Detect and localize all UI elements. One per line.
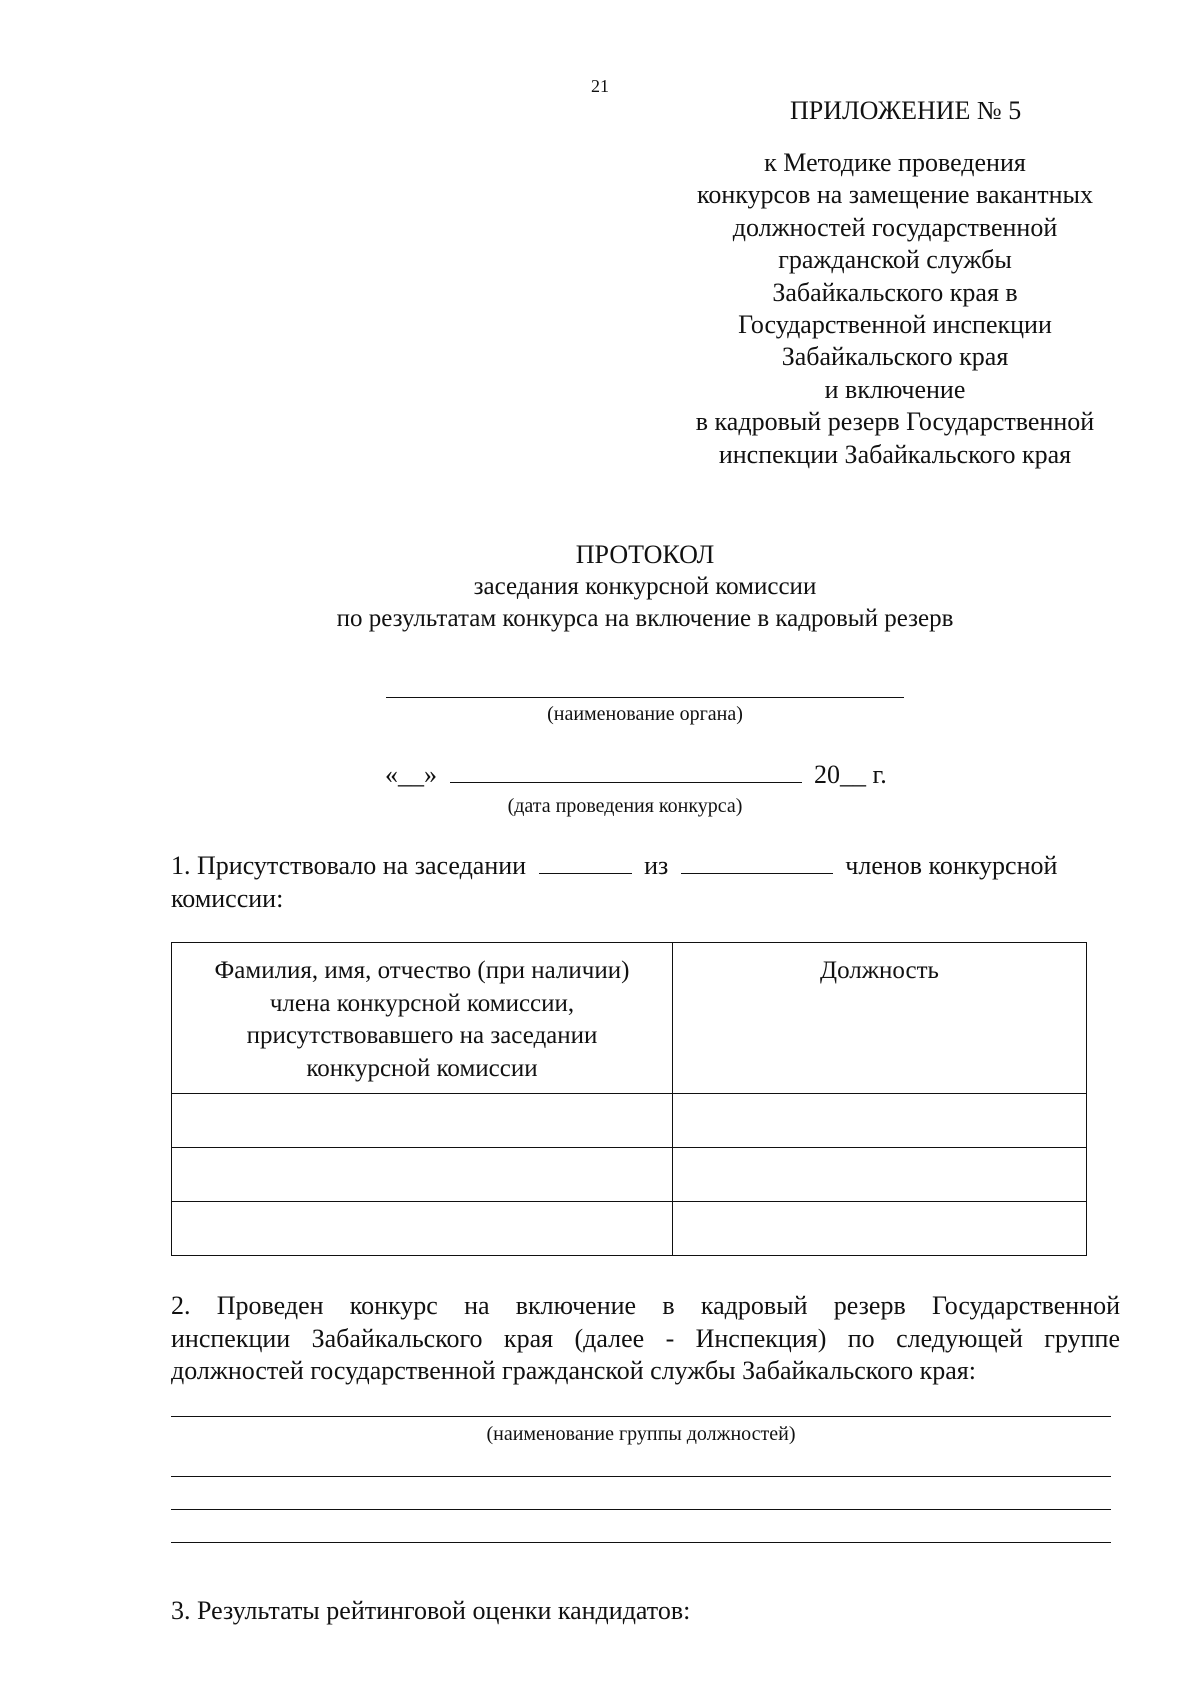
appendix-description <box>660 147 1130 471</box>
protocol-title: ПРОТОКОЛ <box>575 540 715 569</box>
member-name-cell[interactable] <box>172 1148 673 1202</box>
total-members-blank[interactable] <box>681 853 833 874</box>
organ-name-caption: (наименование органа) <box>547 703 743 725</box>
header-name-line: Фамилия, имя, отчество (при наличии) <box>214 957 630 984</box>
appendix-line: к Методике проведения <box>764 148 1026 177</box>
appendix-line: в кадровый резерв Государственной <box>695 407 1095 437</box>
attendance-count-blank[interactable] <box>539 853 632 874</box>
member-name-cell[interactable] <box>172 1094 673 1148</box>
header-name-line: конкурсной комиссии <box>306 1054 538 1082</box>
protocol-subtitle-line-2: по результатам конкурса на включение в кадровый резерв <box>336 605 954 632</box>
date-day-quote: «__» <box>385 760 437 789</box>
section-1-text-a: 1. Присутствовало на заседании <box>171 851 527 880</box>
date-month-blank[interactable] <box>450 760 802 783</box>
appendix-line: должностей государственной <box>732 212 1058 242</box>
appendix-line: инспекции Забайкальского края <box>718 439 1072 469</box>
section-2-line: должностей государственной гражданской службы Забайкальского края: <box>171 1356 976 1385</box>
protocol-subtitle <box>0 571 1200 635</box>
organ-name-blank[interactable] <box>386 697 904 698</box>
section-1-text-c: членов конкурсной <box>845 851 1058 880</box>
appendix-line: конкурсов на замещение вакантных <box>697 180 1093 210</box>
header-name-line: члена конкурсной комиссии, <box>269 989 575 1017</box>
section-1 <box>171 850 1120 915</box>
appendix-line: Забайкальского края в <box>772 277 1018 307</box>
member-position-cell[interactable] <box>673 1094 1087 1148</box>
members-table <box>171 942 1087 1256</box>
position-group-blank-3[interactable] <box>171 1509 1111 1510</box>
member-position-cell[interactable] <box>673 1202 1087 1256</box>
date-year: 20__ г. <box>814 760 887 789</box>
header-member-name <box>172 943 673 1094</box>
table-row <box>172 1148 1087 1202</box>
position-group-caption: (наименование группы должностей) <box>486 1423 796 1445</box>
position-group-blank-2[interactable] <box>171 1476 1111 1477</box>
table-row <box>172 1094 1087 1148</box>
date-caption: (дата проведения конкурса) <box>507 795 743 817</box>
appendix-line: и включение <box>824 374 966 404</box>
appendix-line: Государственной инспекции <box>738 310 1052 340</box>
member-position-cell[interactable] <box>673 1148 1087 1202</box>
appendix-line: Забайкальского края <box>781 342 1009 372</box>
section-1-text-d: комиссии: <box>171 883 284 913</box>
section-2 <box>171 1290 1120 1388</box>
date-row <box>385 760 887 790</box>
position-group-blank-4[interactable] <box>171 1542 1111 1543</box>
table-header-row <box>172 943 1087 1094</box>
appendix-title: ПРИЛОЖЕНИЕ № 5 <box>790 96 1022 125</box>
appendix-line: гражданской службы <box>778 245 1012 275</box>
section-3: 3. Результаты рейтинговой оценки кандидатов: <box>171 1596 691 1625</box>
table-row <box>172 1202 1087 1256</box>
position-group-blank[interactable] <box>171 1416 1111 1417</box>
member-name-cell[interactable] <box>172 1202 673 1256</box>
header-name-line: присутствовавшего на заседании <box>246 1022 598 1049</box>
section-2-line: инспекции Забайкальского края (далее - Инспекция) по следующей группе <box>171 1323 1120 1353</box>
section-1-text-b: из <box>644 851 669 880</box>
page-number: 21 <box>591 76 609 96</box>
header-position: Должность <box>673 943 1087 1094</box>
section-2-line: 2. Проведен конкурс на включение в кадровый резерв Государственной <box>171 1291 1120 1320</box>
protocol-subtitle-line-1: заседания конкурсной комиссии <box>473 573 817 600</box>
